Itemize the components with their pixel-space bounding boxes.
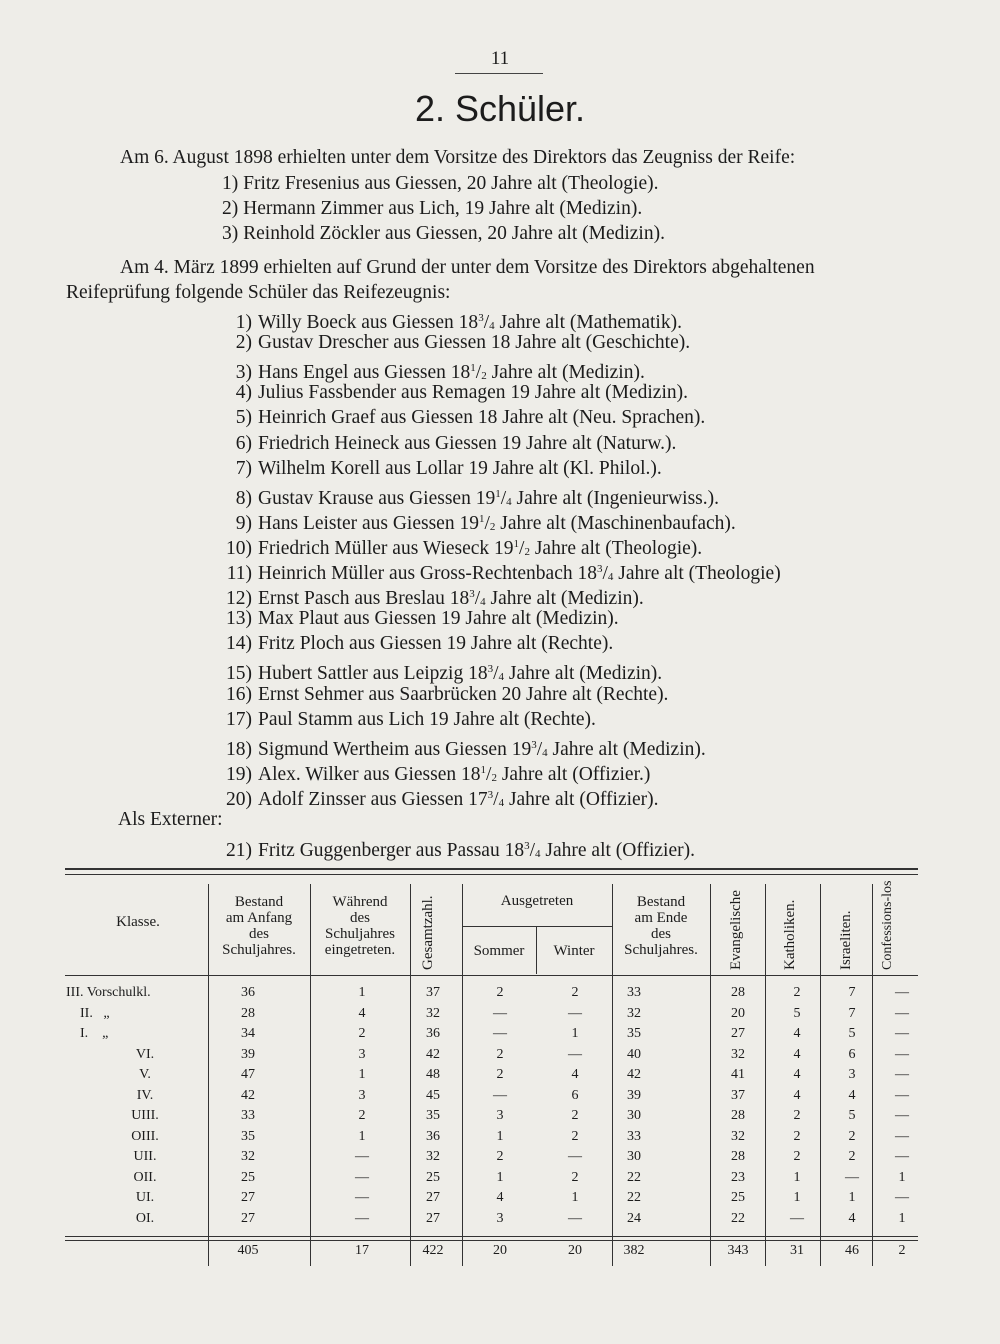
- fraction-numerator: 1: [480, 763, 487, 776]
- fraction-denominator: 4: [535, 848, 541, 860]
- table-cell: 25: [241, 1169, 255, 1185]
- item-text: Fritz Guggenberger aus Passau 18: [258, 840, 525, 861]
- table-cell: 5: [793, 1005, 801, 1021]
- table-cell: —: [790, 1210, 804, 1226]
- table-cell: 2: [793, 1149, 801, 1164]
- item-number: 11): [226, 563, 252, 584]
- table-cell: 27: [241, 1210, 255, 1226]
- table-cell: —: [568, 1210, 582, 1226]
- item-text: Fritz Ploch aus Giessen 19 Jahre alt (Rechte).: [258, 633, 614, 655]
- table-cell: 7: [848, 1005, 856, 1021]
- table-cell: 20: [731, 1005, 745, 1021]
- row-label: V.: [139, 1067, 151, 1082]
- item-text: Sigmund Wertheim aus Giessen 19: [258, 738, 532, 760]
- item-text: Ernst Pasch aus Breslau 18: [258, 588, 470, 610]
- fraction-numerator: 3: [469, 588, 475, 601]
- col-header-klasse: Klasse.: [116, 914, 160, 930]
- table-cell: 32: [731, 1046, 745, 1062]
- table-cell: 2: [496, 1149, 504, 1164]
- row-label: VI.: [135, 1046, 155, 1062]
- table-cell: 45: [426, 1087, 440, 1103]
- table-cell: 27: [241, 1190, 255, 1205]
- table-cell: 28: [731, 1149, 745, 1164]
- fraction-numerator: 1: [513, 537, 520, 550]
- table-cell: 2: [848, 1128, 856, 1144]
- table-cell: 47: [241, 1067, 255, 1082]
- table-cell: 39: [627, 1087, 641, 1103]
- item-text: Jahre alt (Medizin).: [504, 663, 663, 685]
- item-text: Gustav Drescher aus Giessen 18 Jahre alt (Geschichte).: [258, 332, 691, 354]
- table-cell: —: [355, 1169, 369, 1185]
- fraction-numerator: 1: [470, 362, 476, 375]
- total-cell: 31: [790, 1243, 804, 1258]
- fraction-numerator: 3: [531, 738, 537, 751]
- table-cell: 4: [848, 1087, 856, 1103]
- total-cell: 20: [568, 1243, 582, 1258]
- row-label: OIII.: [131, 1128, 159, 1144]
- graduate-item: [212, 331, 690, 355]
- item-number: 3): [235, 362, 252, 384]
- table-cell: 1: [358, 985, 366, 1000]
- table-cell: 32: [731, 1128, 745, 1144]
- table-cell: 5: [848, 1108, 856, 1123]
- table-cell: —: [355, 1149, 369, 1164]
- col-header-sommer: Sommer: [473, 943, 525, 959]
- table-cell: 2: [793, 1108, 801, 1123]
- table-cell: 2: [571, 1169, 579, 1185]
- total-cell: 343: [727, 1243, 749, 1258]
- graduate-item: 15) Hubert Sattler aus Leipzig $18^3/_4$ Jahre alt (Medizin).: [212, 657, 662, 689]
- total-cell: 405: [237, 1243, 259, 1258]
- total-cell: 382: [623, 1243, 645, 1258]
- total-cell: 20: [493, 1243, 507, 1258]
- graduate-item: [212, 683, 668, 707]
- table-cell: 32: [426, 1149, 440, 1164]
- table-cell: 2: [793, 1128, 801, 1144]
- table-cell: 33: [627, 1128, 641, 1144]
- item-number: 12): [226, 588, 252, 610]
- table-cell: 27: [731, 1026, 745, 1041]
- table-cell: —: [895, 985, 909, 1000]
- item-text: Jahre alt (Theologie).: [529, 537, 703, 559]
- table-cell: 1: [848, 1190, 856, 1205]
- graduate-item: [212, 607, 619, 631]
- table-cell: 4: [571, 1067, 579, 1082]
- table-cell: 1: [898, 1210, 906, 1226]
- section1-intro: Am 6. August 1898 erhielten unter dem Vorsitze des Direktors das Zeugniss der Reife:: [120, 147, 796, 168]
- table-cell: 24: [627, 1210, 641, 1226]
- table-cell: 4: [793, 1087, 801, 1103]
- table-cell: —: [493, 1005, 507, 1021]
- fraction-denominator: 4: [498, 671, 505, 684]
- section-heading: 2. Schüler.: [414, 88, 586, 129]
- graduate-item: 12) Ernst Pasch aus Breslau $18^3/_4$ Jahre alt (Medizin).: [212, 582, 644, 614]
- item-text: Julius Fassbender aus Remagen 19 Jahre alt (Medizin).: [258, 382, 688, 404]
- row-label: III. Vorschulkl.: [66, 985, 151, 1000]
- fraction-denominator: 4: [498, 796, 505, 809]
- external-label: Als Externer:: [118, 809, 223, 830]
- col-header-waehrend: Während des Schuljahres eingetreten.: [324, 894, 396, 958]
- item-number: 4): [235, 382, 252, 404]
- graduate-item: [212, 457, 662, 481]
- table-cell: 2: [358, 1108, 366, 1123]
- page-number: 11: [490, 48, 510, 69]
- item-text: Heinrich Graef aus Giessen 18 Jahre alt (Neu. Sprachen).: [258, 407, 706, 429]
- graduate-item: [212, 708, 596, 732]
- table-cell: 35: [627, 1026, 641, 1041]
- fraction-denominator: 4: [542, 746, 548, 759]
- table-cell: 2: [793, 985, 801, 1000]
- fraction-denominator: 4: [489, 320, 495, 332]
- table-cell: 23: [731, 1169, 745, 1185]
- table-cell: 22: [627, 1169, 641, 1185]
- col-header-bestand-anfang: Bestand am Anfang des Schuljahres.: [222, 894, 296, 958]
- item-text: Ernst Sehmer aus Saarbrücken 20 Jahre alt (Rechte).: [258, 683, 669, 705]
- item-text: Hubert Sattler aus Leipzig 18: [258, 663, 488, 685]
- table-cell: 48: [426, 1067, 440, 1082]
- total-cell: 17: [355, 1243, 369, 1258]
- table-top-rule: [65, 868, 918, 870]
- row-label: IV.: [136, 1087, 154, 1103]
- table-cell: 1: [571, 1026, 579, 1041]
- table-cell: 1: [793, 1169, 801, 1185]
- table-cell: 37: [426, 985, 440, 1000]
- row-label: UII.: [133, 1149, 157, 1164]
- table-cell: 22: [627, 1190, 641, 1205]
- table-totals-rule: [65, 1236, 918, 1237]
- col-header-gesamtzahl: Gesamtzahl.: [420, 895, 436, 970]
- table-top-rule: [65, 874, 918, 875]
- col-header-israeliten: Israeliten.: [838, 910, 854, 970]
- item-text: Wilhelm Korell aus Lollar 19 Jahre alt (Kl. Philol.).: [258, 457, 662, 479]
- graduate-item: 1) Willy Boeck aus Giessen $18^3/_4$ Jahre alt (Mathematik).: [212, 306, 682, 338]
- fraction-numerator: 3: [478, 312, 484, 324]
- table-cell: 32: [241, 1149, 255, 1164]
- graduate-item: 8) Gustav Krause aus Giessen $19^1/_4$ Jahre alt (Ingenieurwiss.).: [212, 482, 719, 514]
- table-cell: 36: [426, 1128, 440, 1144]
- section1-item: 1) Fritz Fresenius aus Giessen, 20 Jahre alt (Theologie).: [222, 173, 659, 194]
- table-cell: 1: [496, 1169, 504, 1185]
- item-text: Jahre alt (Offizier.): [496, 763, 651, 785]
- item-text: Max Plaut aus Giessen 19 Jahre alt (Medizin).: [258, 608, 619, 630]
- fraction-denominator: 2: [489, 520, 496, 533]
- table-cell: 2: [496, 985, 504, 1000]
- table-cell: 28: [241, 1005, 255, 1021]
- table-cell: 1: [358, 1067, 366, 1082]
- table-cell: 22: [731, 1210, 745, 1226]
- graduate-item: [212, 406, 705, 430]
- table-cell: —: [895, 1005, 909, 1021]
- section1-item: 3) Reinhold Zöckler aus Giessen, 20 Jahre alt (Medizin).: [222, 223, 665, 244]
- table-cell: 42: [627, 1067, 641, 1082]
- item-text: Heinrich Müller aus Gross-Rechtenbach 18: [258, 563, 597, 584]
- table-cell: 1: [496, 1128, 504, 1144]
- table-cell: 1: [898, 1169, 906, 1185]
- section2-intro-line1: Am 4. März 1899 erhielten auf Grund der unter dem Vorsitze des Direktors abgehaltenen: [120, 257, 815, 278]
- table-cell: 25: [426, 1169, 440, 1185]
- table-cell: 4: [793, 1046, 801, 1062]
- fraction-numerator: 3: [487, 788, 494, 801]
- graduate-item: 20) Adolf Zinsser aus Giessen $17^3/_4$ Jahre alt (Offizier).: [212, 783, 659, 815]
- table-cell: 32: [426, 1005, 440, 1021]
- item-text: Jahre alt (Maschinenbaufach).: [495, 512, 736, 534]
- fraction-numerator: 3: [524, 840, 530, 852]
- graduate-item: 9) Hans Leister aus Giessen $19^1/_2$ Jahre alt (Maschinenbaufach).: [212, 507, 736, 539]
- table-cell: 4: [848, 1210, 856, 1226]
- fraction-denominator: 2: [524, 545, 530, 558]
- table-cell: 2: [496, 1046, 504, 1062]
- table-header-rule: [65, 975, 918, 976]
- fraction-denominator: 2: [491, 771, 497, 784]
- table-cell: 4: [496, 1190, 504, 1205]
- table-cell: 27: [426, 1210, 440, 1226]
- section2-intro-line2: Reifeprüfung folgende Schüler das Reifezeugnis:: [66, 282, 451, 303]
- table-cell: —: [895, 1087, 909, 1103]
- table-cell: 34: [241, 1026, 255, 1041]
- column-divider: [310, 884, 311, 1266]
- table-cell: 2: [571, 985, 579, 1000]
- table-cell: 30: [627, 1108, 641, 1123]
- col-header-bestand-ende: Bestand am Ende des Schuljahres.: [624, 894, 698, 958]
- item-number: 13): [226, 608, 252, 630]
- item-number: 7): [235, 457, 252, 479]
- item-text: Willy Boeck aus Giessen 18: [258, 312, 479, 333]
- item-number: 2): [235, 332, 252, 354]
- col-header-confessionslos: Confessions-los: [880, 880, 895, 970]
- item-number: 8): [235, 487, 252, 509]
- table-cell: —: [355, 1210, 369, 1226]
- total-cell: 2: [898, 1243, 906, 1258]
- table-cell: 2: [848, 1149, 856, 1164]
- total-cell: 46: [845, 1243, 859, 1258]
- table-cell: —: [895, 1108, 909, 1123]
- item-number: 20): [226, 788, 252, 810]
- table-cell: 3: [358, 1087, 366, 1103]
- fraction-numerator: 1: [495, 487, 501, 500]
- fraction-denominator: 2: [481, 370, 487, 383]
- table-cell: 36: [426, 1026, 440, 1041]
- table-cell: 4: [793, 1026, 801, 1041]
- table-cell: —: [493, 1026, 507, 1041]
- item-text: Hans Leister aus Giessen 19: [258, 512, 479, 534]
- table-cell: —: [845, 1169, 859, 1185]
- fraction-denominator: 4: [506, 495, 512, 508]
- table-cell: —: [895, 1149, 909, 1164]
- table-cell: 3: [496, 1108, 504, 1123]
- table-cell: 37: [731, 1087, 745, 1103]
- fraction-denominator: 4: [480, 596, 486, 609]
- item-number: 5): [235, 407, 252, 429]
- table-cell: 32: [627, 1005, 641, 1021]
- table-cell: —: [493, 1087, 507, 1103]
- table-cell: —: [895, 1128, 909, 1144]
- col-header-evangelische: Evangelische: [728, 890, 744, 970]
- table-cell: 1: [571, 1190, 579, 1205]
- row-label: OI.: [135, 1210, 155, 1226]
- total-cell: 422: [422, 1243, 444, 1258]
- table-cell: 3: [358, 1046, 366, 1062]
- fraction-numerator: 3: [596, 563, 603, 575]
- table-cell: 33: [627, 985, 641, 1000]
- table-totals-rule: [65, 1240, 918, 1241]
- ausgetreten-rule: [462, 926, 612, 927]
- item-text: Jahre alt (Ingenieurwiss.).: [511, 487, 720, 509]
- table-cell: 27: [426, 1190, 440, 1205]
- item-number: 21): [226, 840, 252, 861]
- table-cell: 28: [731, 1108, 745, 1123]
- graduate-item: [212, 432, 676, 456]
- table-cell: 6: [571, 1087, 579, 1103]
- section1-item: 2) Hermann Zimmer aus Lich, 19 Jahre alt (Medizin).: [222, 198, 643, 219]
- table-cell: —: [568, 1046, 582, 1062]
- item-text: Jahre alt (Medizin).: [485, 588, 644, 610]
- item-number: 16): [226, 683, 252, 705]
- col-header-winter: Winter: [553, 943, 595, 959]
- table-cell: 35: [241, 1128, 255, 1144]
- item-text: Friedrich Müller aus Wieseck 19: [258, 537, 514, 559]
- table-cell: 1: [358, 1128, 366, 1144]
- item-number: 6): [235, 432, 252, 454]
- table-cell: —: [895, 1067, 909, 1082]
- fraction-numerator: 1: [478, 512, 485, 525]
- table-cell: 1: [793, 1190, 801, 1205]
- item-number: 17): [226, 708, 252, 730]
- table-cell: 36: [241, 985, 255, 1000]
- item-text: Adolf Zinsser aus Giessen 17: [258, 788, 488, 810]
- graduate-item: 10) Friedrich Müller aus Wieseck $19^1/_2$ Jahre alt (Theologie).: [212, 532, 702, 564]
- item-text: Jahre alt (Medizin).: [547, 738, 706, 760]
- graduate-item: [212, 632, 613, 656]
- row-label: UIII.: [131, 1108, 159, 1123]
- table-cell: —: [568, 1005, 582, 1021]
- item-text: Jahre alt (Medizin).: [486, 362, 645, 384]
- fraction-numerator: 3: [487, 663, 494, 676]
- item-text: Jahre alt (Mathematik).: [494, 312, 682, 333]
- table-cell: 4: [793, 1067, 801, 1082]
- table-cell: —: [895, 1190, 909, 1205]
- graduate-item: 3) Hans Engel aus Giessen $18^1/_2$ Jahre alt (Medizin).: [212, 356, 645, 388]
- column-divider: [208, 884, 209, 1266]
- item-text: Jahre alt (Offizier).: [540, 840, 695, 861]
- graduate-item: [212, 381, 688, 405]
- row-label: UI.: [135, 1190, 155, 1205]
- table-cell: —: [355, 1190, 369, 1205]
- table-cell: 42: [241, 1087, 255, 1103]
- graduate-item: 19) Alex. Wilker aus Giessen $18^1/_2$ Jahre alt (Offizier.): [212, 758, 650, 790]
- table-cell: 3: [848, 1067, 856, 1082]
- table-cell: 2: [358, 1026, 366, 1041]
- table-cell: 40: [627, 1046, 641, 1062]
- table-cell: 30: [627, 1149, 641, 1164]
- row-label: I. „: [80, 1026, 109, 1041]
- item-text: Paul Stamm aus Lich 19 Jahre alt (Rechte).: [258, 708, 596, 730]
- table-cell: 2: [571, 1108, 579, 1123]
- table-cell: 35: [426, 1108, 440, 1123]
- col-header-katholiken: Katholiken.: [782, 899, 798, 970]
- table-cell: 6: [848, 1046, 856, 1062]
- external-item: 21) Fritz Guggenberger aus Passau $18^3/_4$ Jahre alt (Offizier).: [222, 834, 695, 866]
- table-cell: —: [895, 1046, 909, 1062]
- table-cell: 28: [731, 985, 745, 1000]
- table-cell: 41: [731, 1067, 745, 1082]
- table-cell: 39: [241, 1046, 255, 1062]
- table-cell: 7: [848, 985, 856, 1000]
- item-number: 18): [226, 738, 252, 760]
- item-text: Alex. Wilker aus Giessen 18: [258, 763, 481, 785]
- table-cell: 33: [241, 1108, 255, 1123]
- item-text: Friedrich Heineck aus Giessen 19 Jahre alt (Naturw.).: [258, 432, 677, 454]
- item-text: Jahre alt (Theologie): [613, 563, 781, 584]
- col-header-ausgetreten: Ausgetreten: [500, 893, 574, 909]
- page-number-rule: [455, 73, 543, 74]
- item-number: 14): [226, 633, 252, 655]
- table-cell: 3: [496, 1210, 504, 1226]
- table-cell: 2: [571, 1128, 579, 1144]
- row-label: OII.: [133, 1169, 157, 1185]
- item-number: 1): [235, 312, 252, 333]
- table-cell: —: [895, 1026, 909, 1041]
- table-cell: 42: [426, 1046, 440, 1062]
- item-number: 19): [226, 763, 252, 785]
- item-number: 9): [235, 512, 252, 534]
- table-cell: 4: [358, 1005, 366, 1021]
- item-text: Jahre alt (Offizier).: [504, 788, 659, 810]
- table-cell: 25: [731, 1190, 745, 1205]
- table-cell: —: [568, 1149, 582, 1164]
- item-number: 10): [226, 537, 252, 559]
- row-label: II. „: [80, 1005, 110, 1021]
- graduate-item: 18) Sigmund Wertheim aus Giessen $19^3/_4$ Jahre alt (Medizin).: [212, 733, 706, 765]
- fraction-denominator: 4: [607, 571, 614, 583]
- table-cell: 5: [848, 1026, 856, 1041]
- item-text: Gustav Krause aus Giessen 19: [258, 487, 496, 509]
- table-cell: 2: [496, 1067, 504, 1082]
- item-number: 15): [226, 663, 252, 685]
- graduate-item: 11) Heinrich Müller aus Gross-Rechtenbach $18^3/_4$ Jahre alt (Theologie): [212, 557, 781, 589]
- item-text: Hans Engel aus Giessen 18: [258, 362, 471, 384]
